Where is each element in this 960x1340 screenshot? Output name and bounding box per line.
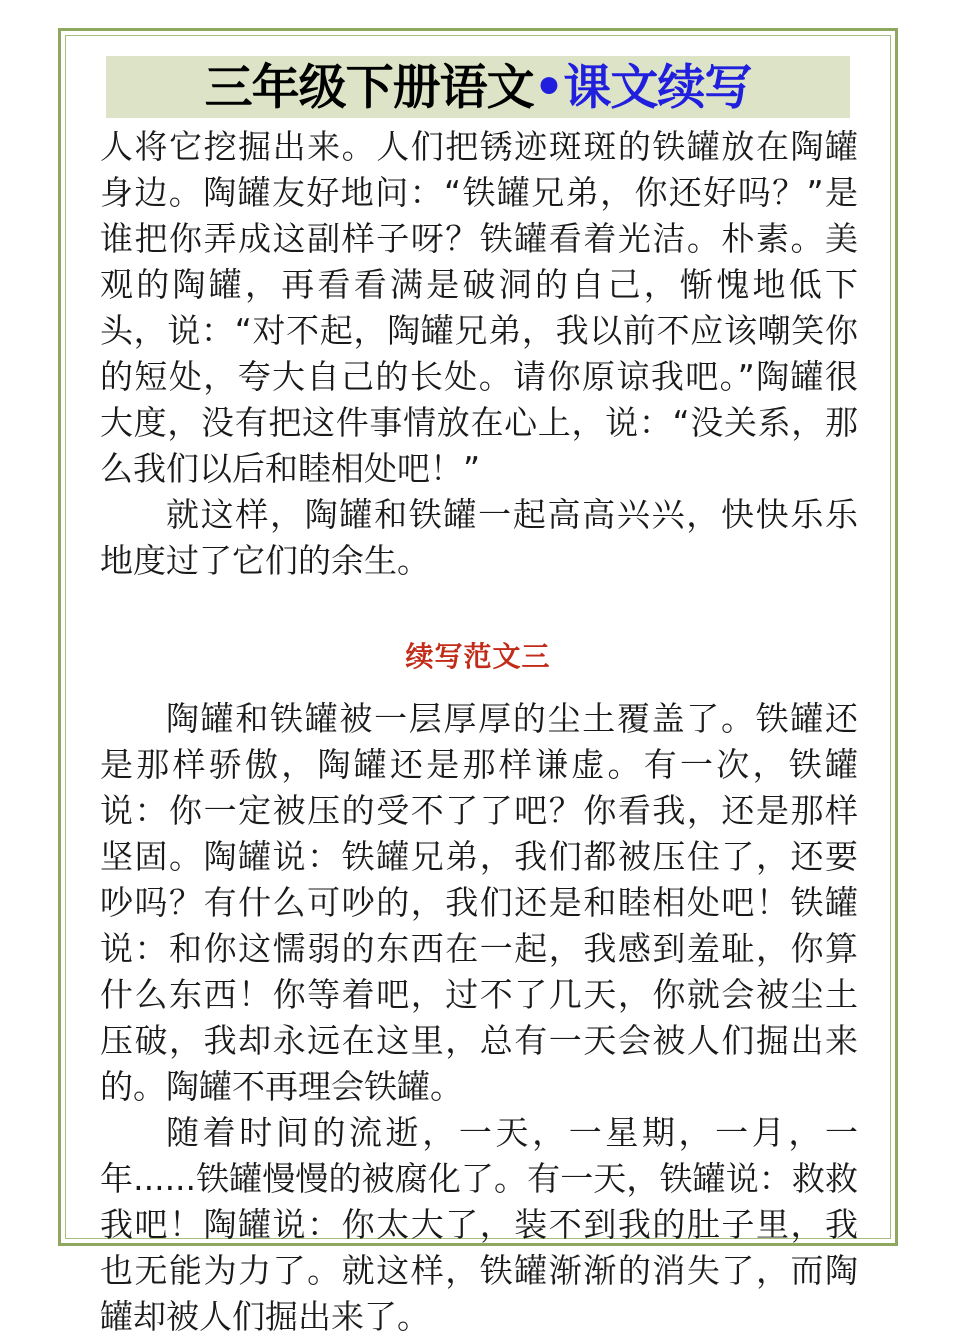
document-content (70, 38, 886, 1336)
section-heading-continuation-three: 续写范文三 (405, 640, 551, 673)
paragraph-3: 陶罐和铁罐被一层厚厚的尘土覆盖了。铁罐还是那样骄傲，陶罐还是那样谦虚。有一次，铁罐说：你一定被压的受不了了吧？你看我，还是那样坚固。陶罐说：铁罐兄弟，我们都被压住了，还要吵吗？有什么可吵的，我们还是和睦相处吧！铁罐说：和你这懦弱的东西在一起，我感到羞耻，你算什么东西！你等着吧，过不了几天，你就会被尘土压破，我却永远在这里，总有一天会被人们掘出来的。陶罐不再理会铁罐。 (100, 699, 858, 1106)
paragraph-4: 随着时间的流逝，一天，一星期，一月，一年......铁罐慢慢的被腐化了。有一天，铁罐说：救救我吧！陶罐说：你太大了，装不到我的肚子里，我也无能为力了。就这样，铁罐渐渐的消失了，而陶罐却被人们掘出来了。 (100, 1113, 858, 1336)
section-continuation-two-tail (94, 124, 862, 584)
paragraph-1: 人将它挖掘出来。人们把锈迹斑斑的铁罐放在陶罐身边。陶罐友好地问：“铁罐兄弟，你还好吗？”是谁把你弄成这副样子呀？铁罐看着光洁。朴素。美观的陶罐，再看看满是破洞的自己，惭愧地低下头，说：“对不起，陶罐兄弟，我以前不应该嘲笑你的短处，夸大自己的长处。请你原谅我吧。”陶罐很大度，没有把这件事情放在心上，说：“没关系，那么我们以后和睦相处吧！” (100, 127, 858, 488)
paragraph-2: 就这样，陶罐和铁罐一起高高兴兴，快快乐乐地度过了它们的余生。 (100, 495, 858, 580)
title-accent-text: 课文续写 (563, 59, 752, 116)
section-continuation-three (94, 696, 862, 1340)
document-title-banner (106, 56, 850, 118)
title-main-text: 三年级下册语文 (204, 59, 534, 116)
title-separator: • (533, 59, 564, 116)
